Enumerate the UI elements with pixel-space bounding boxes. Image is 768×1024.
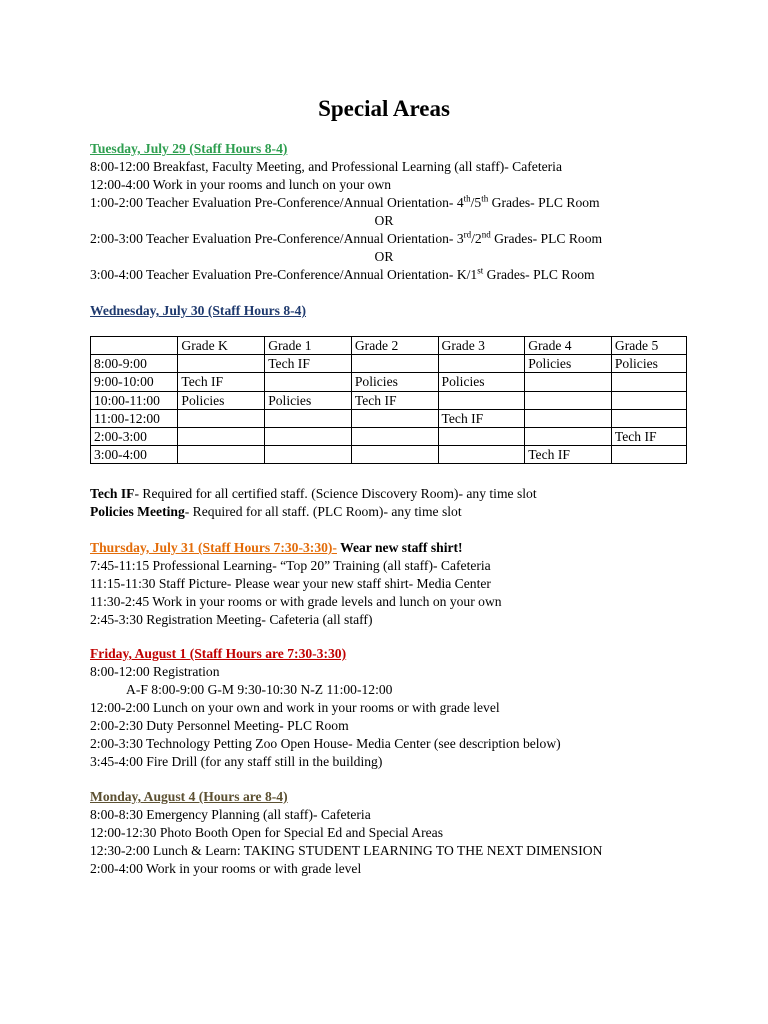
tuesday-section [90, 140, 690, 284]
schedule-line: 1:00-2:00 Teacher Evaluation Pre-Conference/Annual Orientation- 4th/5th Grades- PLC Room [90, 193, 600, 210]
schedule-line: 12:00-12:30 Photo Booth Open for Special Ed and Special Areas [90, 825, 443, 840]
or-separator: OR [374, 213, 394, 228]
table-cell: Tech IF [178, 373, 265, 391]
table-cell: Policies [265, 391, 352, 409]
table-header-cell: Grade K [178, 337, 265, 355]
table-cell [265, 409, 352, 427]
table-cell [438, 427, 525, 445]
policies-note: Policies Meeting- Required for all staff. (PLC Room)- any time slot [90, 504, 462, 519]
schedule-line: 2:00-2:30 Duty Personnel Meeting- PLC Room [90, 718, 349, 733]
schedule-line: 8:00-12:00 Breakfast, Faculty Meeting, and Professional Learning (all staff)- Cafeteria [90, 159, 562, 174]
table-cell [178, 427, 265, 445]
schedule-line: 7:45-11:15 Professional Learning- “Top 20” Training (all staff)- Cafeteria [90, 558, 491, 573]
table-cell: Policies [438, 373, 525, 391]
table-cell: 11:00-12:00 [91, 409, 178, 427]
tuesday-heading: Tuesday, July 29 (Staff Hours 8-4) [90, 141, 288, 156]
table-cell [611, 409, 686, 427]
table-cell: 10:00-11:00 [91, 391, 178, 409]
monday-section [90, 788, 690, 878]
table-cell [438, 391, 525, 409]
tech-if-note: Tech IF- Required for all certified staff. (Science Discovery Room)- any time slot [90, 486, 537, 501]
table-cell: Policies [525, 355, 612, 373]
table-cell [265, 373, 352, 391]
table-cell [525, 409, 612, 427]
table-header-cell: Grade 1 [265, 337, 352, 355]
table-header-cell [91, 337, 178, 355]
table-cell: Policies [178, 391, 265, 409]
table-cell [178, 409, 265, 427]
table-cell [351, 355, 438, 373]
wednesday-section [90, 302, 690, 320]
schedule-line: 11:15-11:30 Staff Picture- Please wear your new staff shirt- Media Center [90, 576, 491, 591]
table-cell [525, 391, 612, 409]
schedule-line: 3:45-4:00 Fire Drill (for any staff still in the building) [90, 754, 383, 769]
wednesday-heading: Wednesday, July 30 (Staff Hours 8-4) [90, 303, 307, 318]
monday-heading: Monday, August 4 (Hours are 8-4) [90, 789, 288, 804]
table-row [91, 391, 687, 409]
table-cell [265, 427, 352, 445]
table-cell: Tech IF [525, 446, 612, 464]
table-header-cell: Grade 2 [351, 337, 438, 355]
table-cell [611, 373, 686, 391]
schedule-line: A-F 8:00-9:00 G-M 9:30-10:30 N-Z 11:00-12:00 [126, 682, 393, 697]
schedule-line: 11:30-2:45 Work in your rooms or with grade levels and lunch on your own [90, 594, 502, 609]
table-cell: Policies [611, 355, 686, 373]
schedule-line: 3:00-4:00 Teacher Evaluation Pre-Conference/Annual Orientation- K/1st Grades- PLC Room [90, 265, 595, 282]
table-header-cell: Grade 3 [438, 337, 525, 355]
table-cell [525, 373, 612, 391]
schedule-line: 2:45-3:30 Registration Meeting- Cafeteria (all staff) [90, 612, 373, 627]
table-cell [178, 446, 265, 464]
friday-heading: Friday, August 1 (Staff Hours are 7:30-3:30) [90, 646, 347, 661]
table-header-cell: Grade 5 [611, 337, 686, 355]
table-cell [438, 446, 525, 464]
thursday-heading: Thursday, July 31 (Staff Hours 7:30-3:30)- Wear new staff shirt! [90, 540, 463, 555]
table-cell: 9:00-10:00 [91, 373, 178, 391]
wednesday-notes [90, 485, 690, 521]
table-row [91, 409, 687, 427]
table-row [91, 355, 687, 373]
table-header-cell: Grade 4 [525, 337, 612, 355]
schedule-line: 8:00-8:30 Emergency Planning (all staff)- Cafeteria [90, 807, 371, 822]
table-cell [611, 391, 686, 409]
schedule-line: 12:30-2:00 Lunch & Learn: TAKING STUDENT LEARNING TO THE NEXT DIMENSION [90, 843, 603, 858]
table-cell [351, 409, 438, 427]
schedule-line: 12:00-4:00 Work in your rooms and lunch on your own [90, 177, 392, 192]
table-cell [438, 355, 525, 373]
table-cell [265, 446, 352, 464]
table-cell [525, 427, 612, 445]
table-cell [351, 427, 438, 445]
table-cell [178, 355, 265, 373]
table-row [91, 373, 687, 391]
wednesday-schedule-table [90, 336, 687, 464]
table-cell [611, 446, 686, 464]
page-title: Special Areas [318, 96, 450, 121]
table-cell: 3:00-4:00 [91, 446, 178, 464]
table-cell [351, 446, 438, 464]
table-row [91, 427, 687, 445]
table-cell: 2:00-3:00 [91, 427, 178, 445]
thursday-section [90, 539, 690, 629]
friday-section [90, 645, 690, 771]
table-cell: Tech IF [611, 427, 686, 445]
table-cell: 8:00-9:00 [91, 355, 178, 373]
or-separator: OR [374, 249, 394, 264]
table-cell: Tech IF [351, 391, 438, 409]
schedule-line: 2:00-3:30 Technology Petting Zoo Open House- Media Center (see description below) [90, 736, 561, 751]
schedule-line: 12:00-2:00 Lunch on your own and work in your rooms or with grade level [90, 700, 500, 715]
schedule-line: 2:00-4:00 Work in your rooms or with grade level [90, 861, 362, 876]
table-cell: Policies [351, 373, 438, 391]
table-cell: Tech IF [438, 409, 525, 427]
table-cell: Tech IF [265, 355, 352, 373]
schedule-line: 8:00-12:00 Registration [90, 664, 220, 679]
schedule-line: 2:00-3:00 Teacher Evaluation Pre-Conference/Annual Orientation- 3rd/2nd Grades- PLC Room [90, 229, 603, 246]
table-row [91, 446, 687, 464]
table-header-row [91, 337, 687, 355]
